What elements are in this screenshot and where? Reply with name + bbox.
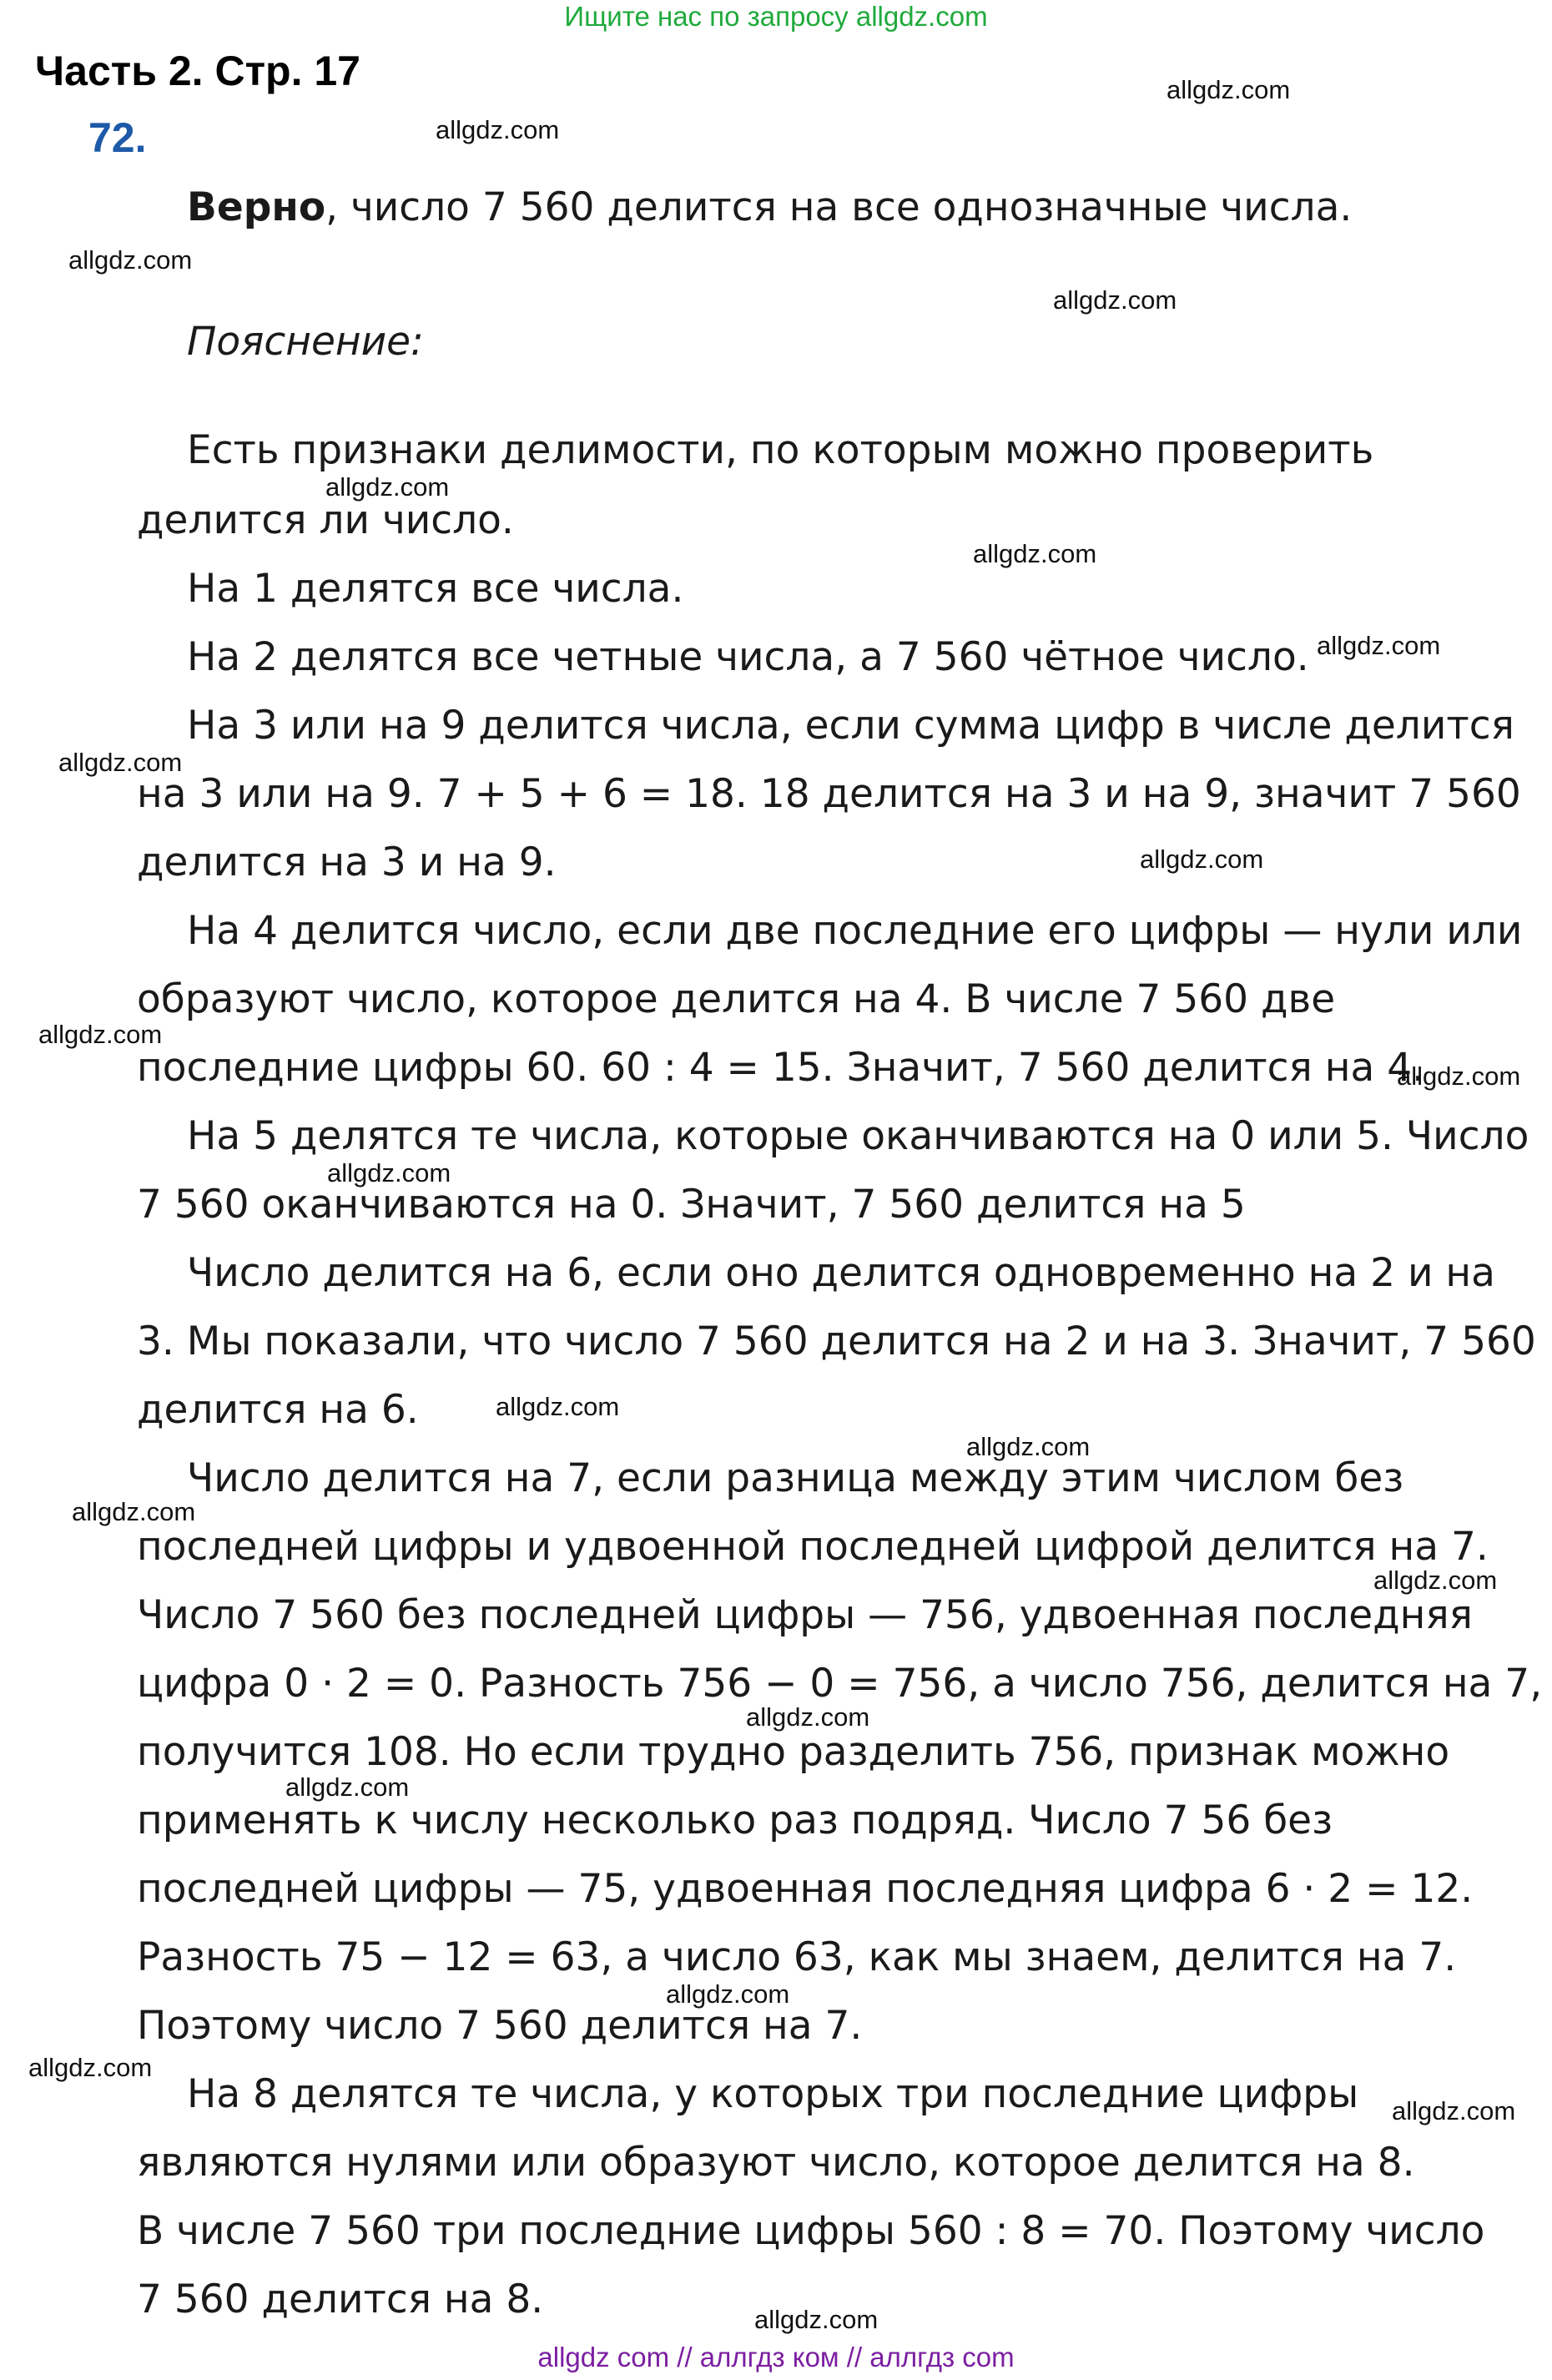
- answer-text: , число 7 560 делится на все однозначные числа.: [325, 184, 1353, 230]
- watermark: allgdz.com: [1167, 75, 1291, 104]
- watermark: allgdz.com: [1140, 845, 1264, 874]
- watermark: allgdz.com: [68, 245, 193, 275]
- watermark: allgdz.com: [1317, 631, 1441, 660]
- text-line: Число делится на 7, если разница между этим числом без: [187, 1455, 1404, 1501]
- text-line: Разность 75 − 12 = 63, а число 63, как мы знаем, делится на 7.: [137, 1934, 1457, 1980]
- text-line: последней цифры и удвоенной последней цифрой делится на 7.: [137, 1524, 1489, 1570]
- top-banner[interactable]: Ищите нас по запросу allgdz.com: [564, 1, 988, 32]
- watermark: allgdz.com: [38, 1020, 163, 1049]
- text-line: получится 108. Но если трудно разделить 756, признак можно: [137, 1729, 1450, 1775]
- text-line: На 4 делится число, если две последние его цифры — нули или: [187, 908, 1523, 954]
- text-line: являются нулями или образуют число, которое делится на 8.: [137, 2140, 1415, 2186]
- text-line: Число 7 560 без последней цифры — 756, удвоенная последняя: [137, 1592, 1473, 1638]
- explanation-label: Пояснение:: [187, 319, 424, 365]
- answer-line: [187, 183, 1352, 233]
- watermark: allgdz.com: [58, 748, 183, 777]
- watermark: allgdz.com: [1392, 2096, 1516, 2125]
- text-line: На 2 делятся все четные числа, а 7 560 чётное число.: [187, 634, 1309, 680]
- text-line: делится ли число.: [137, 497, 514, 543]
- text-line: 3. Мы показали, что число 7 560 делится на 2 и на 3. Значит, 7 560: [137, 1319, 1536, 1364]
- watermark: allgdz.com: [327, 1158, 451, 1187]
- text-line: На 1 делятся все числа.: [187, 566, 684, 612]
- answer-verdict: Верно: [187, 184, 326, 230]
- watermark: allgdz.com: [1397, 1061, 1521, 1091]
- text-line: цифра 0 · 2 = 0. Разность 756 − 0 = 756, а число 756, делится на 7,: [137, 1661, 1543, 1707]
- watermark: allgdz.com: [966, 1432, 1091, 1461]
- text-line: на 3 или на 9. 7 + 5 + 6 = 18. 18 делится на 3 и на 9, значит 7 560: [137, 771, 1521, 817]
- text-line: образуют число, которое делится на 4. В числе 7 560 две: [137, 976, 1336, 1022]
- text-line: 7 560 делится на 8.: [137, 2277, 544, 2322]
- text-line: На 8 делятся те числа, у которых три последние цифры: [187, 2071, 1359, 2117]
- watermark: allgdz.com: [754, 2305, 879, 2334]
- text-line: последней цифры — 75, удвоенная последняя цифра 6 · 2 = 12.: [137, 1866, 1474, 1912]
- watermark: allgdz.com: [436, 115, 560, 144]
- text-line: применять к числу несколько раз подряд. Число 7 56 без: [137, 1798, 1333, 1843]
- text-line: последние цифры 60. 60 : 4 = 15. Значит, 7 560 делится на 4.: [137, 1045, 1425, 1091]
- watermark: allgdz.com: [285, 1772, 410, 1802]
- text-line: На 5 делятся те числа, которые оканчиваются на 0 или 5. Число: [187, 1113, 1529, 1159]
- text-line: На 3 или на 9 делится числа, если сумма цифр в числе делится: [187, 703, 1514, 749]
- watermark: allgdz.com: [1373, 1566, 1498, 1595]
- text-line: Есть признаки делимости, по которым можно проверить: [187, 427, 1374, 473]
- watermark: allgdz.com: [72, 1497, 196, 1526]
- task-number: 72.: [88, 114, 147, 161]
- text-line: делится на 6.: [137, 1387, 419, 1433]
- footer[interactable]: allgdz com // аллгдз ком // аллгдз com: [537, 2342, 1015, 2372]
- watermark: allgdz.com: [28, 2053, 153, 2082]
- watermark: allgdz.com: [496, 1392, 620, 1421]
- watermark: allgdz.com: [325, 472, 450, 502]
- watermark: allgdz.com: [1053, 285, 1177, 315]
- watermark: allgdz.com: [666, 1979, 790, 2009]
- text-line: Число делится на 6, если оно делится одновременно на 2 и на: [187, 1250, 1495, 1296]
- text-line: делится на 3 и на 9.: [137, 840, 557, 885]
- part-title: Часть 2. Стр. 17: [35, 48, 360, 94]
- watermark: allgdz.com: [746, 1702, 870, 1732]
- text-line: 7 560 оканчиваются на 0. Значит, 7 560 делится на 5: [137, 1182, 1246, 1228]
- watermark: allgdz.com: [973, 539, 1097, 568]
- text-line: В числе 7 560 три последние цифры 560 : 8 = 70. Поэтому число: [137, 2208, 1485, 2254]
- text-line: Поэтому число 7 560 делится на 7.: [137, 2003, 863, 2049]
